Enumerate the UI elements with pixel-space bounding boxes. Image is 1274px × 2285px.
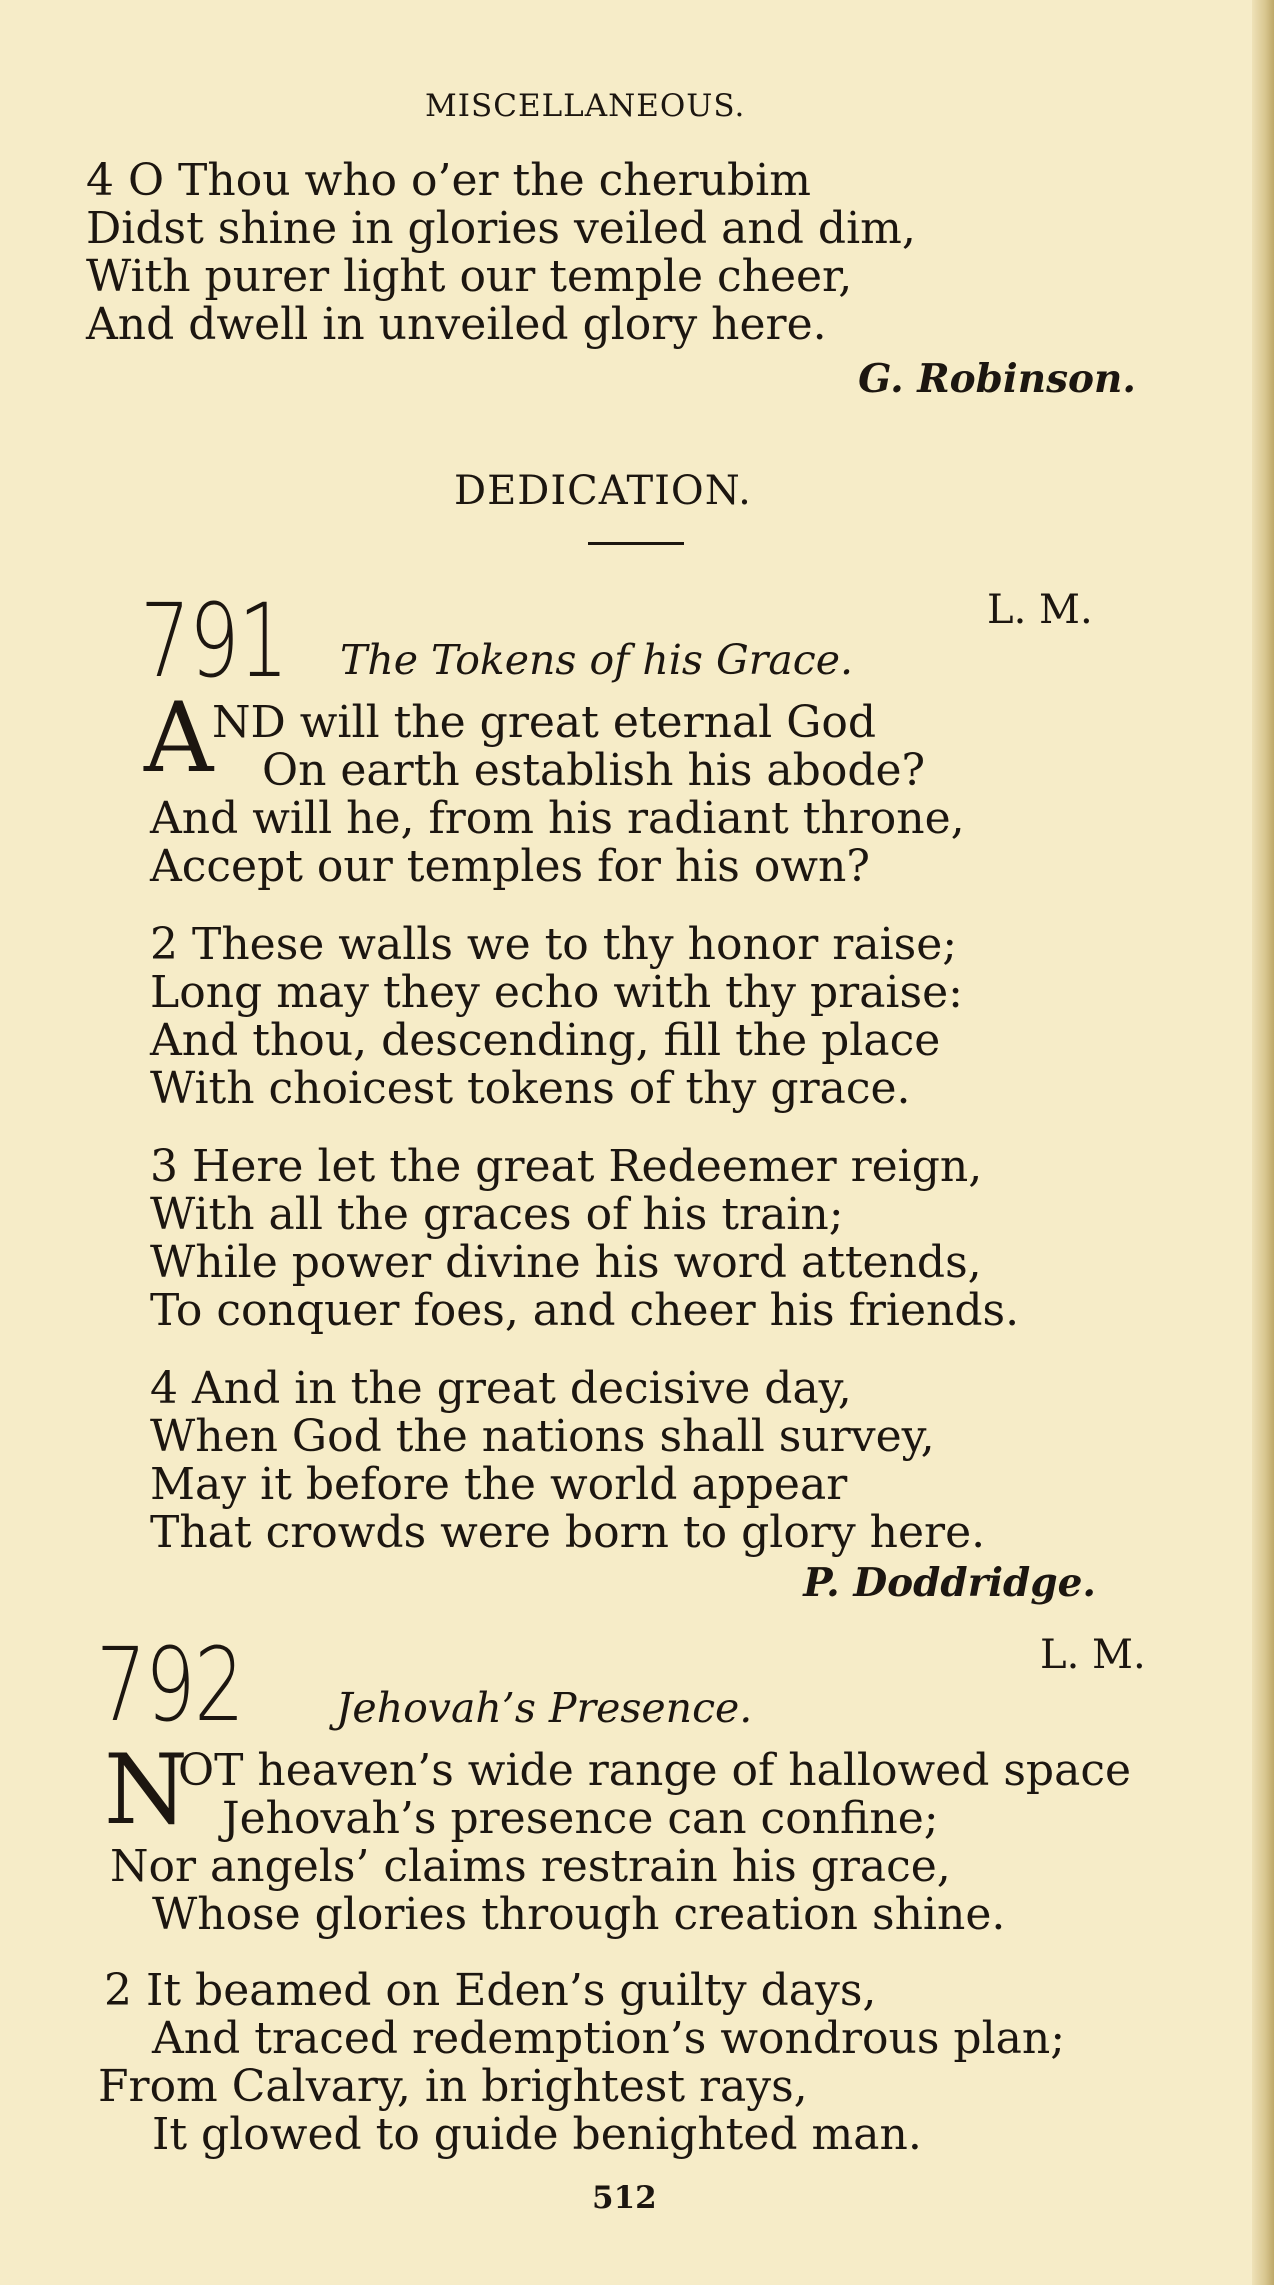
hymn-792-meter: L. M. xyxy=(1040,1632,1146,1678)
hymn-792-dropcap: N xyxy=(104,1734,188,1846)
hymn-791-line-8: With choicest tokens of thy grace. xyxy=(150,1063,911,1114)
running-head: MISCELLANEOUS. xyxy=(425,88,746,124)
hymn-791-title: The Tokens of his Grace. xyxy=(340,636,854,684)
hymn-792-line-8: It glowed to guide benighted man. xyxy=(152,2109,922,2160)
hymn-791-dropcap: A xyxy=(144,682,214,794)
prev-hymn-line-4: And dwell in unveiled glory here. xyxy=(86,299,827,350)
section-rule xyxy=(588,542,684,545)
hymn-791-line-7: And thou, descending, fill the place xyxy=(150,1015,941,1066)
hymn-792-line-2: Jehovah’s presence can confine; xyxy=(222,1793,939,1844)
hymn-791-line-9: 3 Here let the great Redeemer reign, xyxy=(150,1141,983,1192)
hymn-792-line-7: From Calvary, in brightest rays, xyxy=(98,2061,808,2112)
prev-hymn-line-3: With purer light our temple cheer, xyxy=(86,251,853,302)
page-number: 512 xyxy=(592,2180,657,2216)
hymn-791-line-5: 2 These walls we to thy honor raise; xyxy=(150,919,958,970)
prev-hymn-line-2: Didst shine in glories veiled and dim, xyxy=(86,203,916,254)
hymn-792-line-5: 2 It beamed on Eden’s guilty days, xyxy=(104,1965,877,2016)
hymn-791-author: P. Doddridge. xyxy=(803,1560,1096,1606)
hymn-791-line-3: And will he, from his radiant throne, xyxy=(150,793,965,844)
hymn-792-number: 792 xyxy=(96,1626,244,1745)
hymn-791-line-2: On earth establish his abode? xyxy=(262,745,926,796)
hymn-791-line-13: 4 And in the great decisive day, xyxy=(150,1363,852,1414)
hymn-791-line-10: With all the graces of his train; xyxy=(150,1189,844,1240)
hymn-792-line-4: Whose glories through creation shine. xyxy=(152,1889,1006,1940)
hymn-791-meter: L. M. xyxy=(987,587,1093,633)
hymn-791-number: 791 xyxy=(140,582,288,701)
section-title: DEDICATION. xyxy=(454,468,752,514)
hymn-792-line-6: And traced redemption’s wondrous plan; xyxy=(152,2013,1066,2064)
hymn-791-line-14: When God the nations shall survey, xyxy=(150,1411,935,1462)
hymn-791-line-16: That crowds were born to glory here. xyxy=(150,1507,986,1558)
hymn-791-line-11: While power divine his word attends, xyxy=(150,1237,982,1288)
hymn-791-line-15: May it before the world appear xyxy=(150,1459,848,1510)
hymn-791-line-4: Accept our temples for his own? xyxy=(150,841,870,892)
hymn-792-title: Jehovah’s Presence. xyxy=(336,1684,753,1732)
hymn-791-line-1: ND will the great eternal God xyxy=(212,697,877,748)
prev-hymn-line-1: 4 O Thou who o’er the cherubim xyxy=(86,155,811,206)
page-edge-shadow xyxy=(1252,0,1274,2285)
hymn-792-line-1: OT heaven’s wide range of hallowed space xyxy=(178,1745,1132,1796)
prev-hymn-author: G. Robinson. xyxy=(858,356,1136,402)
hymn-792-line-3: Nor angels’ claims restrain his grace, xyxy=(110,1841,951,1892)
hymn-791-line-6: Long may they echo with thy praise: xyxy=(150,967,963,1018)
hymn-791-line-12: To conquer foes, and cheer his friends. xyxy=(150,1285,1020,1336)
